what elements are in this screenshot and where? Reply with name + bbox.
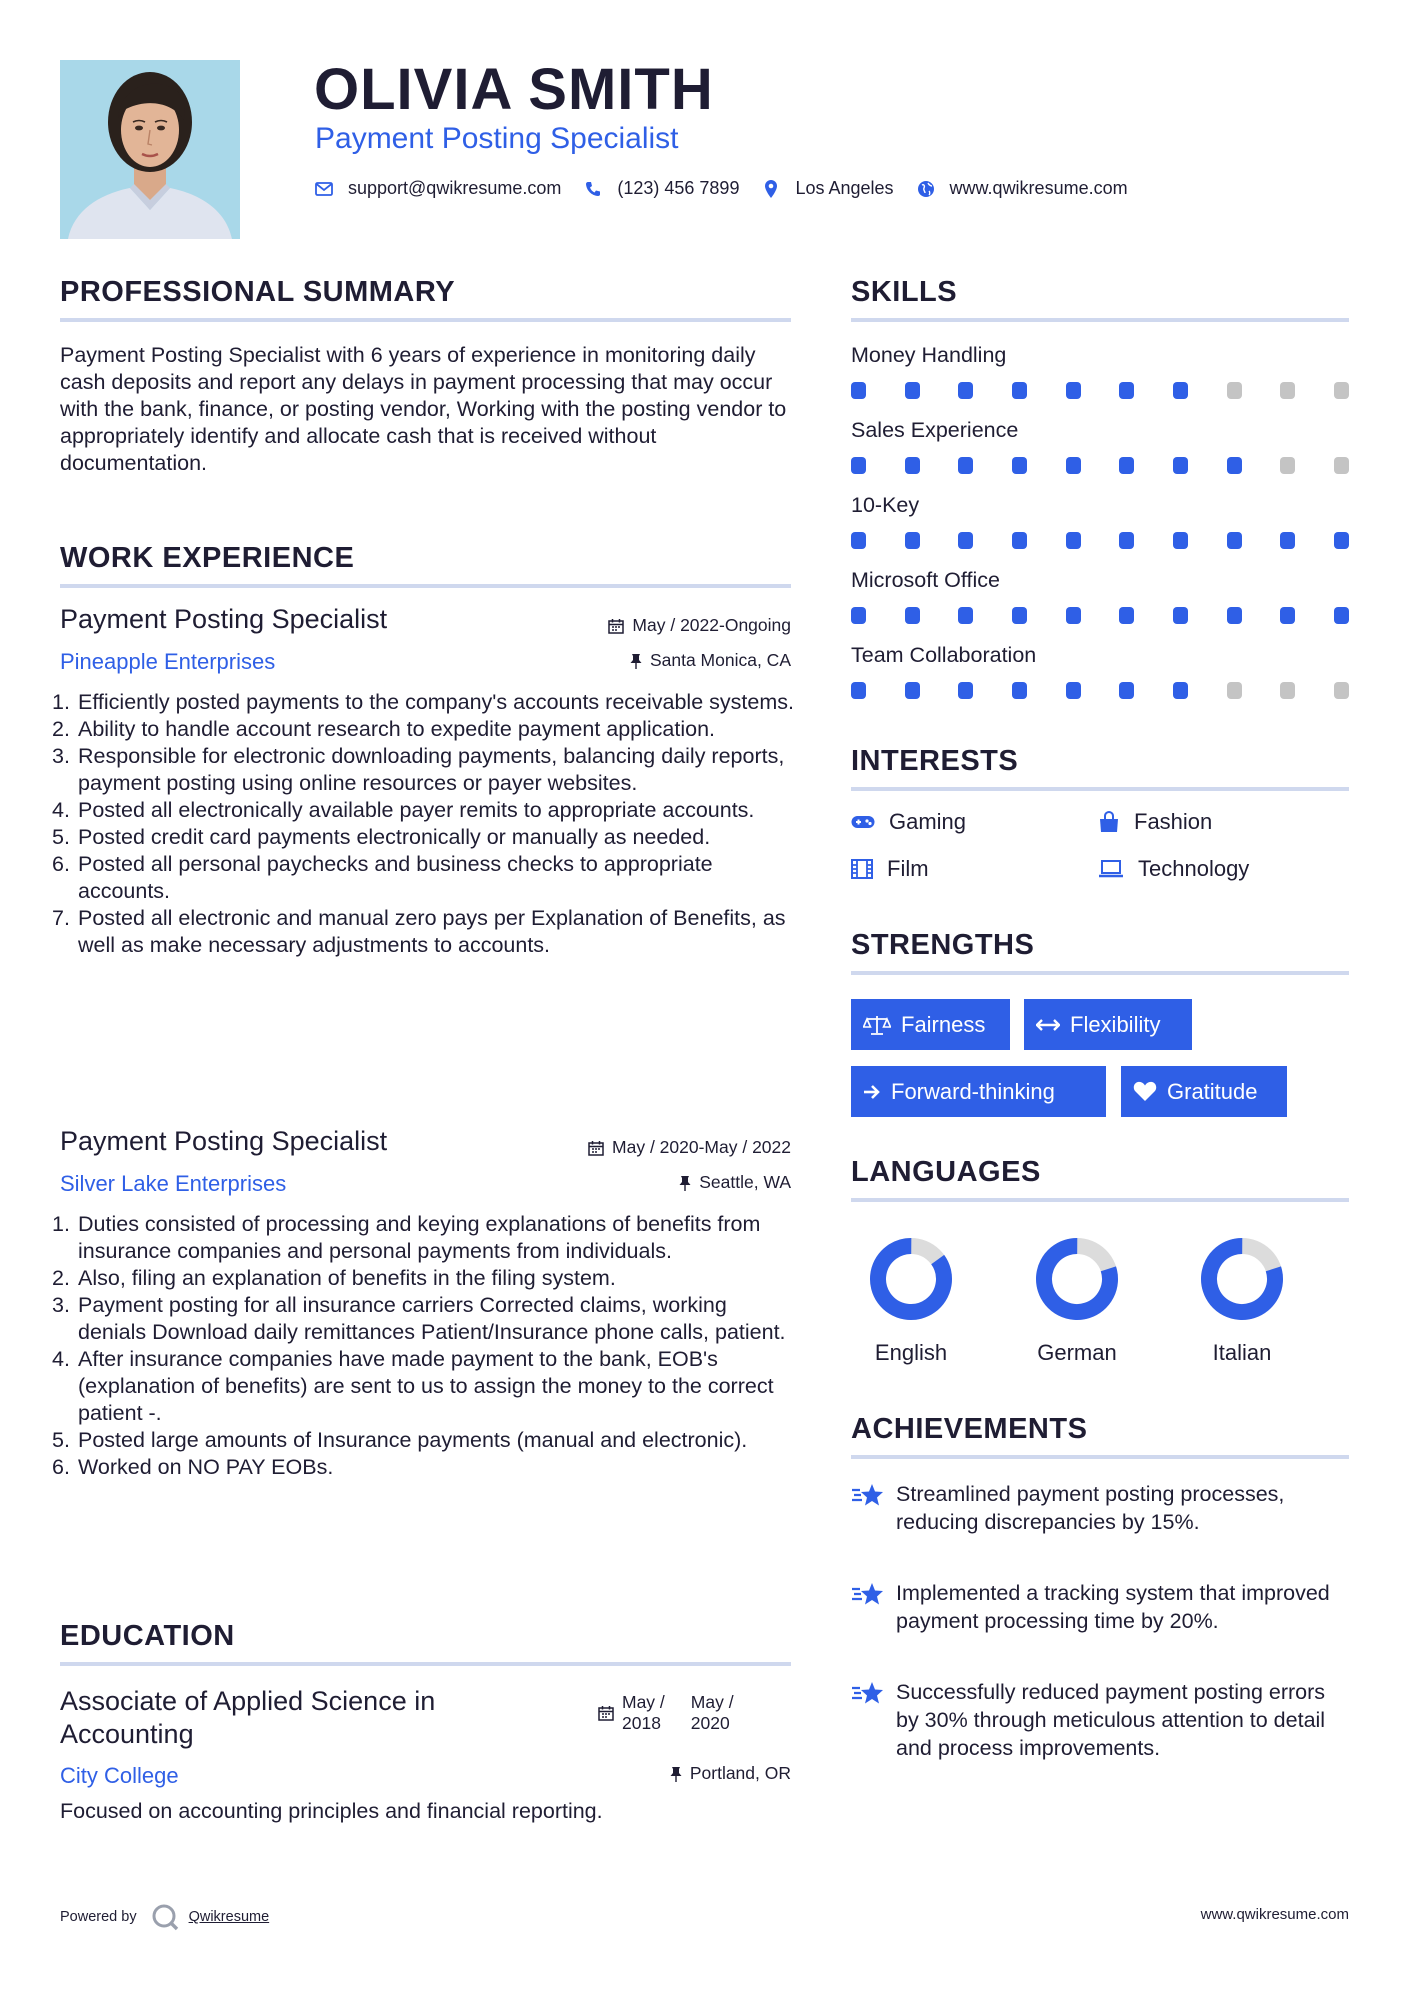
skill-dot-empty	[1280, 682, 1295, 699]
arrows-horizontal-icon	[1036, 1018, 1060, 1032]
skill-dot-filled	[1227, 532, 1242, 549]
section-divider	[60, 584, 791, 588]
list-item: 4. After insurance companies have made payment to the bank, EOB's (explanation of benefits) are sent to us to assign the money to the correct patient -.	[52, 1347, 774, 1425]
list-item: 4. Posted all electronically available payer remits to appropriate accounts.	[52, 798, 755, 822]
list-item: 5. Posted credit card payments electronically or manually as needed.	[52, 825, 711, 849]
language-label: German	[1037, 1340, 1117, 1365]
languages-heading: LANGUAGES	[851, 1156, 1041, 1188]
skill-dot-filled	[1119, 457, 1134, 474]
skill-rating	[851, 682, 1349, 699]
language-level-ring	[1199, 1236, 1285, 1322]
footer-website[interactable]: www.qwikresume.com	[1200, 1906, 1349, 1923]
skill-rating	[851, 532, 1349, 549]
contact-location: Los Angeles	[795, 178, 894, 198]
language-label: English	[874, 1340, 948, 1365]
achievement-text: Streamlined payment posting processes, reducing discrepancies by 15%.	[896, 1482, 1285, 1534]
job-date-text: May / 2022-Ongoing	[632, 615, 791, 635]
strength-label: Fairness	[901, 1011, 986, 1037]
company-name: Pineapple Enterprises	[60, 649, 276, 674]
skill-dot-filled	[1173, 382, 1188, 399]
skill-dot-filled	[851, 457, 866, 474]
skill-label: Team Collaboration	[851, 643, 1037, 667]
skill-dot-filled	[1173, 532, 1188, 549]
skill-dot-filled	[851, 382, 866, 399]
skill-dot-empty	[1227, 382, 1242, 399]
calendar-icon	[588, 1140, 604, 1156]
language-ring-fill	[868, 1236, 954, 1322]
skill-label: Microsoft Office	[851, 568, 1000, 592]
skill-dot-filled	[1119, 532, 1134, 549]
language-ring-fill	[1035, 1237, 1118, 1320]
skill-rating	[851, 457, 1349, 474]
section-divider	[851, 318, 1349, 322]
list-item: 7. Posted all electronic and manual zero pays per Explanation of Benefits, as well as make necessary adjustments to accounts.	[52, 906, 786, 957]
education-location	[670, 1763, 791, 1784]
interest-label: Gaming	[889, 809, 967, 834]
arrow-right-icon	[863, 1084, 881, 1100]
strength-label: Forward-thinking	[891, 1078, 1055, 1104]
brand-link[interactable]: Qwikresume	[188, 1909, 270, 1925]
profile-photo	[60, 60, 240, 239]
language-label: Italian	[1212, 1340, 1272, 1365]
skill-dot-empty	[1280, 457, 1295, 474]
skill-dot-empty	[1280, 382, 1295, 399]
skill-dot-filled	[851, 682, 866, 699]
skill-rating	[851, 382, 1349, 399]
skill-dot-empty	[1334, 682, 1349, 699]
gamepad-icon	[851, 814, 875, 830]
skill-dot-filled	[1280, 532, 1295, 549]
candidate-role: Payment Posting Specialist	[315, 122, 679, 155]
skill-dot-empty	[1227, 682, 1242, 699]
skill-dot-filled	[1012, 457, 1027, 474]
job-location-text: Seattle, WA	[699, 1172, 791, 1192]
interest-label: Fashion	[1134, 809, 1213, 834]
skill-dot-filled	[851, 607, 866, 624]
skill-dot-filled	[1066, 682, 1081, 699]
experience-heading: WORK EXPERIENCE	[60, 542, 355, 574]
list-item: 3. Responsible for electronic downloading payments, balancing daily reports, payment posting using online resources or payer websites.	[52, 744, 785, 795]
job-duties-list	[52, 1211, 800, 1481]
skill-dot-filled	[905, 532, 920, 549]
list-item: 1. Duties consisted of processing and keying explanations of benefits from insurance companies and personal payments from individuals.	[52, 1212, 761, 1263]
shooting-star-icon	[851, 1482, 885, 1508]
section-divider	[851, 971, 1349, 975]
skills-heading: SKILLS	[851, 276, 958, 308]
list-item: 5. Posted large amounts of Insurance payments (manual and electronic).	[52, 1428, 748, 1452]
job-date	[588, 1137, 791, 1158]
degree-title: Accounting	[60, 1719, 194, 1749]
strength-badge	[851, 999, 1010, 1050]
skill-dot-filled	[905, 682, 920, 699]
job-title: Payment Posting Specialist	[60, 1126, 388, 1156]
degree-title: Associate of Applied Science in	[60, 1686, 436, 1716]
candidate-name: OLIVIA SMITH	[314, 57, 714, 122]
skill-dot-filled	[1066, 382, 1081, 399]
summary-text: Payment Posting Specialist with 6 years of experience in monitoring daily cash deposits and report any delays in payment processing that may occur with the bank, finance, or posting vendor, Working with the posting vendor to appropriately identify and allocate cash that is received without documentation.	[60, 343, 787, 475]
skill-dot-filled	[1012, 682, 1027, 699]
job-location	[630, 650, 791, 671]
school-name: City College	[60, 1763, 179, 1788]
shopping-bag-icon	[1098, 811, 1120, 833]
skill-label: 10-Key	[851, 493, 920, 517]
thumbtack-icon	[630, 653, 642, 669]
skill-dot-filled	[1012, 607, 1027, 624]
list-item: 1. Efficiently posted payments to the company's accounts receivable systems.	[52, 690, 794, 714]
skill-dot-filled	[1173, 682, 1188, 699]
strength-badge	[1121, 1066, 1287, 1117]
globe-icon	[916, 179, 936, 199]
education-heading: EDUCATION	[60, 1620, 235, 1652]
qwikresume-logo-icon	[151, 1903, 179, 1931]
interest-item	[851, 856, 929, 882]
footer-powered-by	[60, 1903, 269, 1931]
skill-dot-filled	[1119, 682, 1134, 699]
skill-dot-filled	[958, 682, 973, 699]
section-divider	[851, 1455, 1349, 1459]
language-ring-fill	[1200, 1237, 1283, 1320]
section-divider	[60, 1662, 791, 1666]
achievement-text: Implemented a tracking system that improved payment processing time by 20%.	[896, 1581, 1330, 1633]
skill-dot-filled	[905, 607, 920, 624]
skill-dot-filled	[958, 532, 973, 549]
education-description: Focused on accounting principles and financial reporting.	[60, 1799, 603, 1823]
calendar-icon	[608, 618, 624, 634]
phone-icon	[583, 179, 603, 199]
skill-dot-filled	[905, 457, 920, 474]
list-item: 2. Ability to handle account research to expedite payment application.	[52, 717, 716, 741]
calendar-icon	[598, 1705, 614, 1721]
skill-dot-empty	[1334, 382, 1349, 399]
skill-dot-filled	[1173, 607, 1188, 624]
skill-dot-filled	[1066, 607, 1081, 624]
education-dates	[598, 1692, 734, 1734]
section-divider	[851, 1198, 1349, 1202]
contact-email[interactable]: support@qwikresume.com	[348, 178, 562, 198]
job-date	[608, 615, 791, 636]
contact-phone[interactable]: (123) 456 7899	[617, 178, 740, 198]
section-divider	[851, 787, 1349, 791]
job-duties-list	[52, 689, 800, 959]
interest-item	[1098, 856, 1249, 882]
job-title: Payment Posting Specialist	[60, 604, 388, 634]
education-end: May / 2020	[690, 1692, 734, 1733]
skill-dot-filled	[851, 532, 866, 549]
education-location-text: Portland, OR	[689, 1763, 791, 1783]
skill-dot-empty	[1334, 457, 1349, 474]
job-location	[679, 1172, 791, 1193]
achievement-text: Successfully reduced payment posting errors by 30% through meticulous attention to detail and process improvements.	[896, 1680, 1326, 1760]
job-date-text: May / 2020-May / 2022	[612, 1137, 791, 1157]
contact-bar	[314, 178, 1150, 199]
skill-label: Sales Experience	[851, 418, 1019, 442]
interest-label: Technology	[1138, 856, 1250, 881]
skill-dot-filled	[1012, 382, 1027, 399]
skill-dot-filled	[958, 457, 973, 474]
skill-dot-filled	[958, 607, 973, 624]
skill-dot-filled	[1119, 607, 1134, 624]
skill-dot-filled	[1280, 607, 1295, 624]
job-location-text: Santa Monica, CA	[649, 650, 791, 670]
powered-by-label: Powered by	[60, 1909, 137, 1925]
thumbtack-icon	[670, 1766, 682, 1782]
skill-dot-filled	[1227, 457, 1242, 474]
skill-dot-filled	[1012, 532, 1027, 549]
shooting-star-icon	[851, 1581, 885, 1607]
list-item: 6. Worked on NO PAY EOBs.	[52, 1455, 334, 1479]
skill-dot-filled	[1227, 607, 1242, 624]
list-item: 6. Posted all personal paychecks and business checks to appropriate accounts.	[52, 852, 713, 903]
interests-heading: INTERESTS	[851, 745, 1019, 777]
section-divider	[60, 318, 791, 322]
language-level-ring	[868, 1236, 954, 1322]
summary-heading: PROFESSIONAL SUMMARY	[60, 276, 456, 308]
laptop-icon	[1098, 860, 1124, 878]
skill-dot-filled	[958, 382, 973, 399]
list-item: 2. Also, filing an explanation of benefits in the filing system.	[52, 1266, 616, 1290]
shooting-star-icon	[851, 1680, 885, 1706]
skill-label: Money Handling	[851, 343, 1007, 367]
strength-badge	[851, 1066, 1106, 1117]
skill-dot-filled	[1173, 457, 1188, 474]
skill-dot-filled	[1066, 457, 1081, 474]
skill-dot-filled	[1334, 532, 1349, 549]
strength-badge	[1024, 999, 1192, 1050]
company-name: Silver Lake Enterprises	[60, 1171, 287, 1196]
list-item: 3. Payment posting for all insurance carriers Corrected claims, working denials Download daily remittances Patient/Insurance phone calls, patient.	[52, 1293, 786, 1344]
skill-dot-filled	[1334, 607, 1349, 624]
strength-label: Gratitude	[1167, 1078, 1258, 1104]
skill-rating	[851, 607, 1349, 624]
thumbtack-icon	[679, 1175, 691, 1191]
education-start: May / 2018	[622, 1692, 665, 1733]
achievements-heading: ACHIEVEMENTS	[851, 1413, 1088, 1445]
interest-label: Film	[887, 856, 929, 881]
contact-website[interactable]: www.qwikresume.com	[949, 178, 1128, 198]
map-marker-icon	[761, 179, 781, 199]
heart-icon	[1133, 1081, 1157, 1102]
strength-label: Flexibility	[1070, 1011, 1161, 1037]
interest-item	[1098, 809, 1212, 835]
skill-dot-filled	[905, 382, 920, 399]
balance-scale-icon	[863, 1015, 891, 1035]
interest-item	[851, 809, 966, 835]
language-level-ring	[1034, 1236, 1120, 1322]
skill-dot-filled	[1119, 382, 1134, 399]
film-icon	[851, 859, 873, 879]
skill-dot-filled	[1066, 532, 1081, 549]
strengths-heading: STRENGTHS	[851, 929, 1035, 961]
envelope-icon	[314, 179, 334, 199]
